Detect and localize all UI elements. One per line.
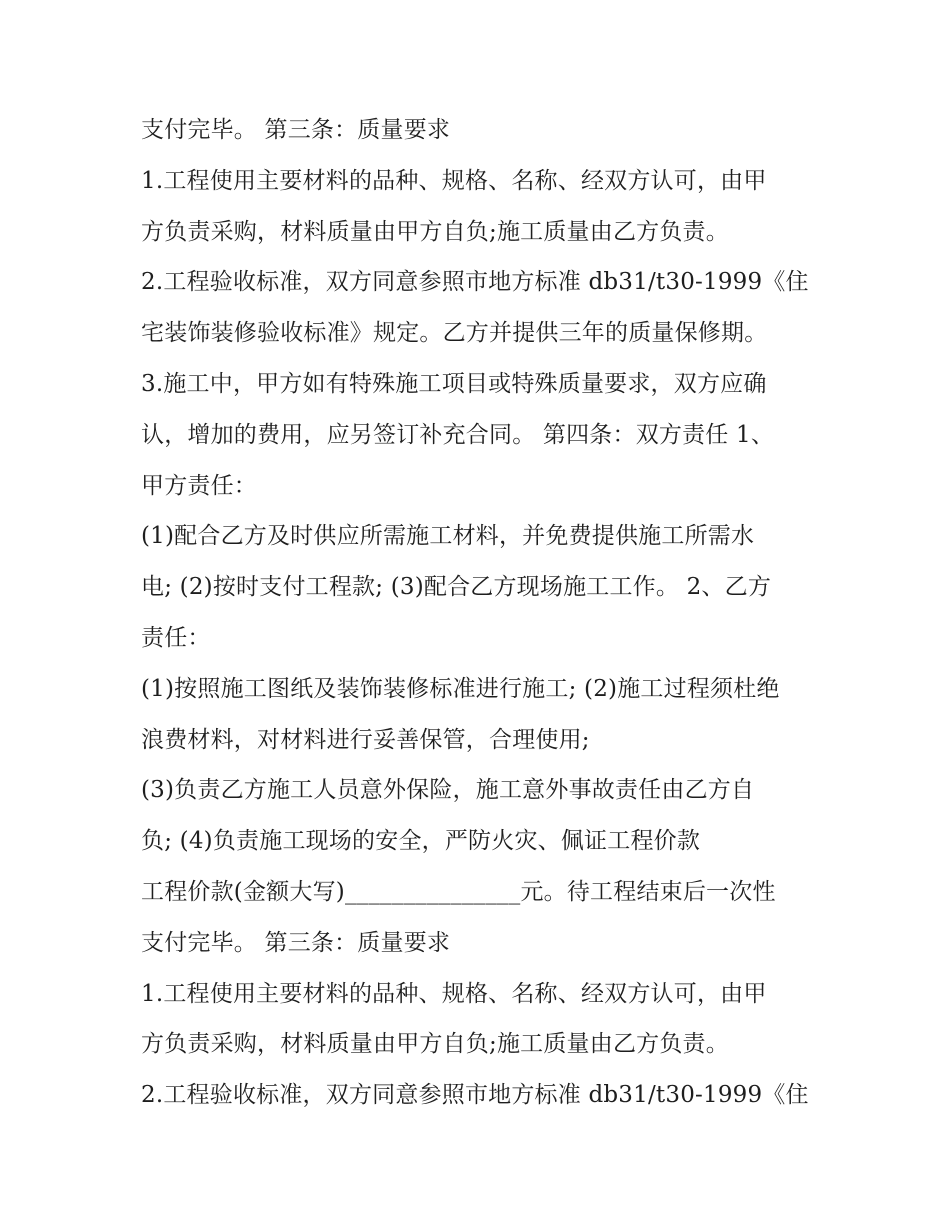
text-line: (1)配合乙方及时供应所需施工材料，并免费提供施工所需水 — [141, 523, 755, 550]
text-line: 负; (4)负责施工现场的安全，严防火灾、佩证工程价款 — [141, 828, 701, 855]
text-line: 甲方责任： — [141, 472, 257, 499]
text-line: 电; (2)按时支付工程款; (3)配合乙方现场施工工作。 2、乙方 — [141, 574, 772, 601]
contract-text — [141, 105, 821, 1121]
text-line: 责任： — [141, 624, 211, 651]
text-line: 工程价款(金额大写)_______________元。待工程结束后一次性 — [141, 878, 776, 905]
text-line: 方负责采购，材料质量由甲方自负;施工质量由乙方负责。 — [141, 1031, 729, 1058]
text-line: (1)按照施工图纸及装饰装修标准进行施工; (2)施工过程须杜绝 — [141, 675, 780, 702]
text-line: 2.工程验收标准，双方同意参照市地方标准 db31/t30-1999《住 — [141, 1082, 809, 1109]
text-line: 支付完毕。 第三条：质量要求 — [141, 117, 451, 143]
text-line: 方负责采购，材料质量由甲方自负;施工质量由乙方负责。 — [141, 218, 729, 245]
text-line: 2.工程验收标准，双方同意参照市地方标准 db31/t30-1999《住 — [141, 269, 809, 296]
text-line: 认，增加的费用，应另签订补充合同。 第四条：双方责任 1、 — [141, 421, 775, 448]
text-line: 支付完毕。 第三条：质量要求 — [141, 929, 451, 956]
text-line: 1.工程使用主要材料的品种、规格、名称、经双方认可，由甲 — [141, 167, 767, 194]
text-line: 宅装饰装修验收标准》规定。乙方并提供三年的质量保修期。 — [141, 320, 768, 347]
text-line: (3)负责乙方施工人员意外保险，施工意外事故责任由乙方自 — [141, 777, 755, 804]
text-line: 1.工程使用主要材料的品种、规格、名称、经双方认可，由甲 — [141, 980, 767, 1007]
text-line: 3.施工中，甲方如有特殊施工项目或特殊质量要求，双方应确 — [141, 370, 767, 397]
text-line: 浪费材料，对材料进行妥善保管，合理使用; — [141, 726, 590, 753]
